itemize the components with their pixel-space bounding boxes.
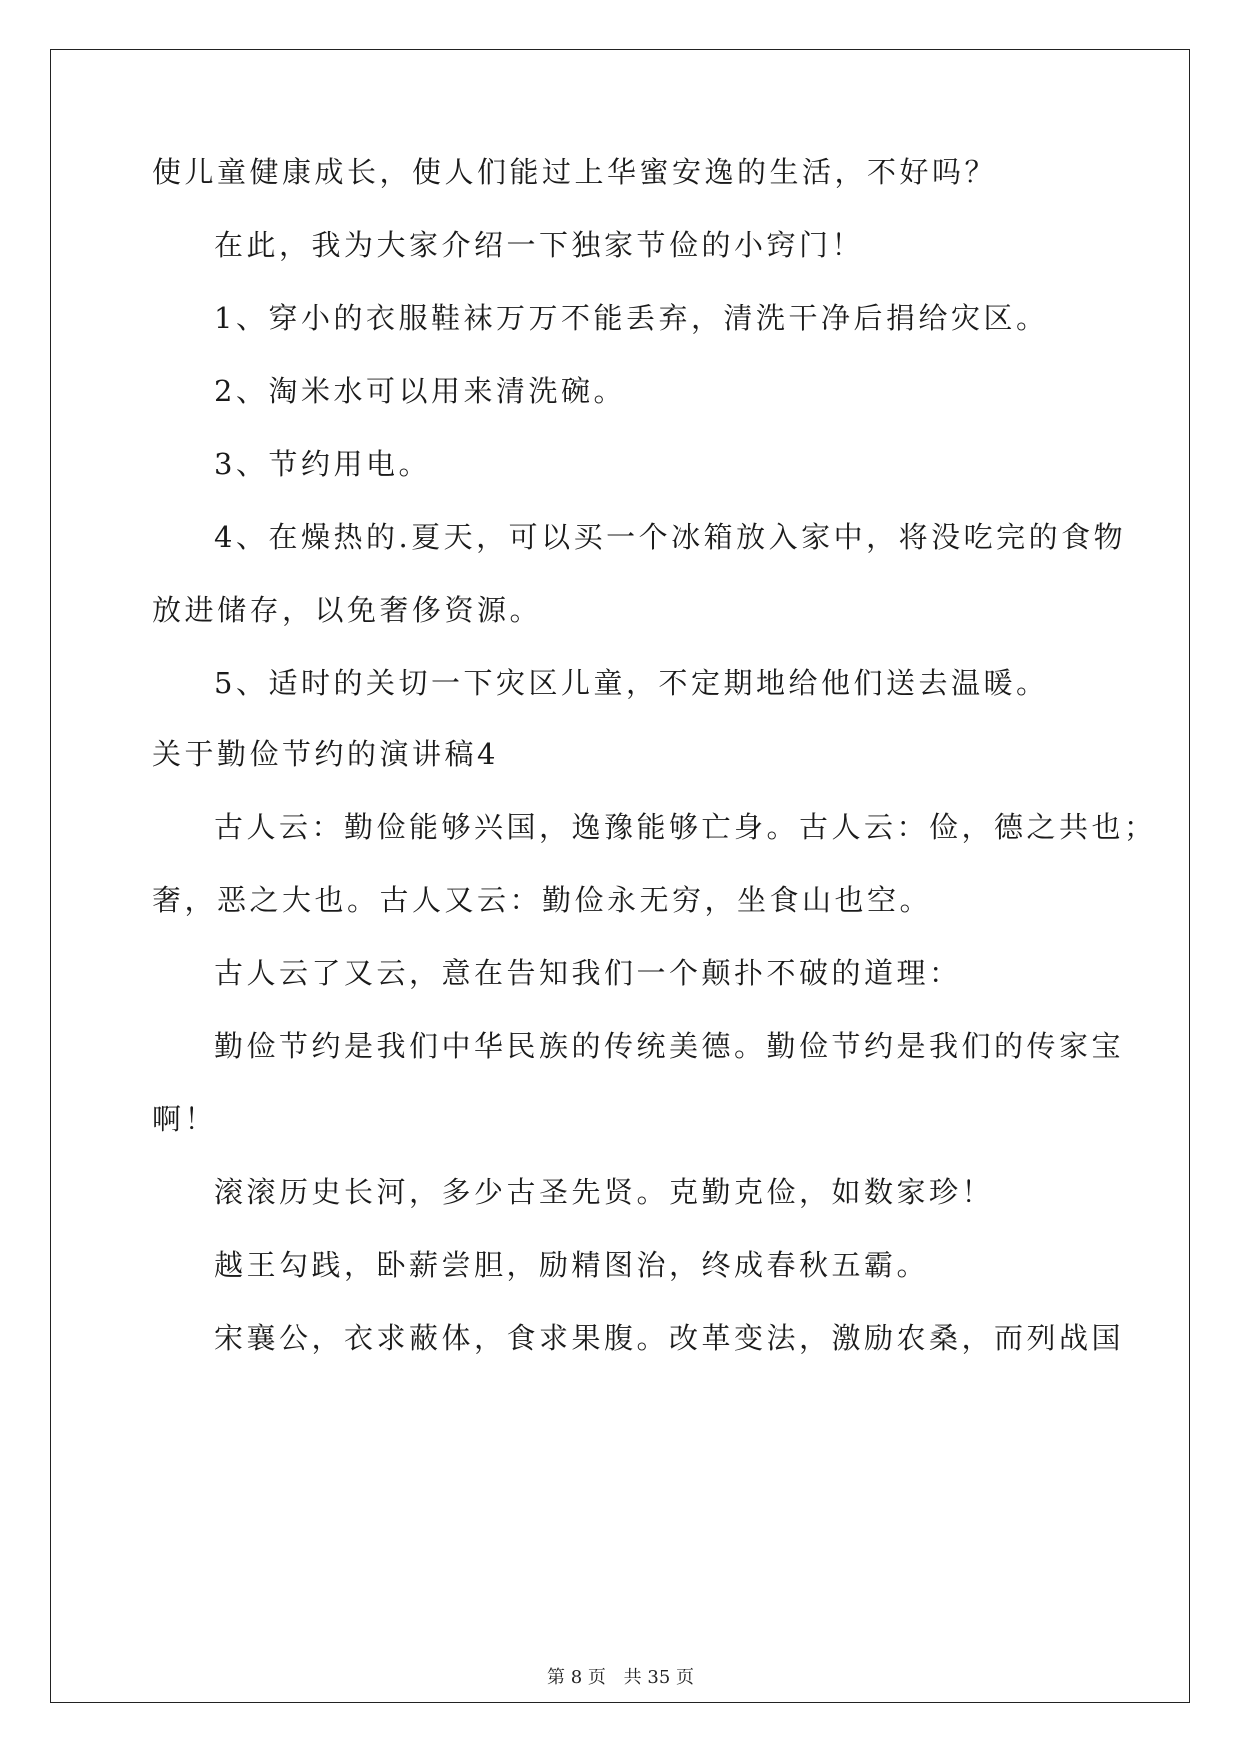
text-line: 奢，恶之大也。古人又云：勤俭永无穷，坐食山也空。 (152, 883, 933, 917)
text-line: 在此，我为大家介绍一下独家节俭的小窍门！ (214, 228, 865, 262)
text-line: 滚滚历史长河，多少古圣先贤。克勤克俭，如数家珍！ (214, 1175, 995, 1209)
list-item: 2、淘米水可以用来清洗碗。 (214, 374, 626, 408)
text-line: 放进储存，以免奢侈资源。 (152, 593, 543, 627)
text-line: 古人云：勤俭能够兴国，逸豫能够亡身。古人云：俭，德之共也； (214, 810, 1157, 844)
list-item: 1、穿小的衣服鞋袜万万不能丢弃，清洗干净后捐给灾区。 (214, 301, 1049, 335)
list-item: 5、适时的关切一下灾区儿童，不定期地给他们送去温暖。 (214, 666, 1049, 700)
text-line: 啊！ (152, 1102, 218, 1136)
text-line: 越王勾践，卧薪尝胆，励精图治，终成春秋五霸。 (214, 1248, 930, 1282)
text-line: 使儿童健康成长，使人们能过上华蜜安逸的生活，不好吗？ (152, 155, 998, 189)
page-number: 第 8 页 (547, 1667, 606, 1688)
text-line: 古人云了又云，意在告知我们一个颠扑不破的道理： (214, 956, 962, 990)
page-footer (0, 1666, 1241, 1690)
text-line: 宋襄公，衣求蔽体，食求果腹。改革变法，激励农桑，而列战国 (214, 1321, 1125, 1355)
list-item: 4、在燥热的.夏天，可以买一个冰箱放入家中，将没吃完的食物 (214, 520, 1127, 554)
list-item: 3、节约用电。 (214, 447, 431, 481)
section-heading: 关于勤俭节约的演讲稿4 (152, 737, 499, 771)
total-pages: 共 35 页 (623, 1667, 694, 1688)
text-line: 勤俭节约是我们中华民族的传统美德。勤俭节约是我们的传家宝 (214, 1029, 1125, 1063)
